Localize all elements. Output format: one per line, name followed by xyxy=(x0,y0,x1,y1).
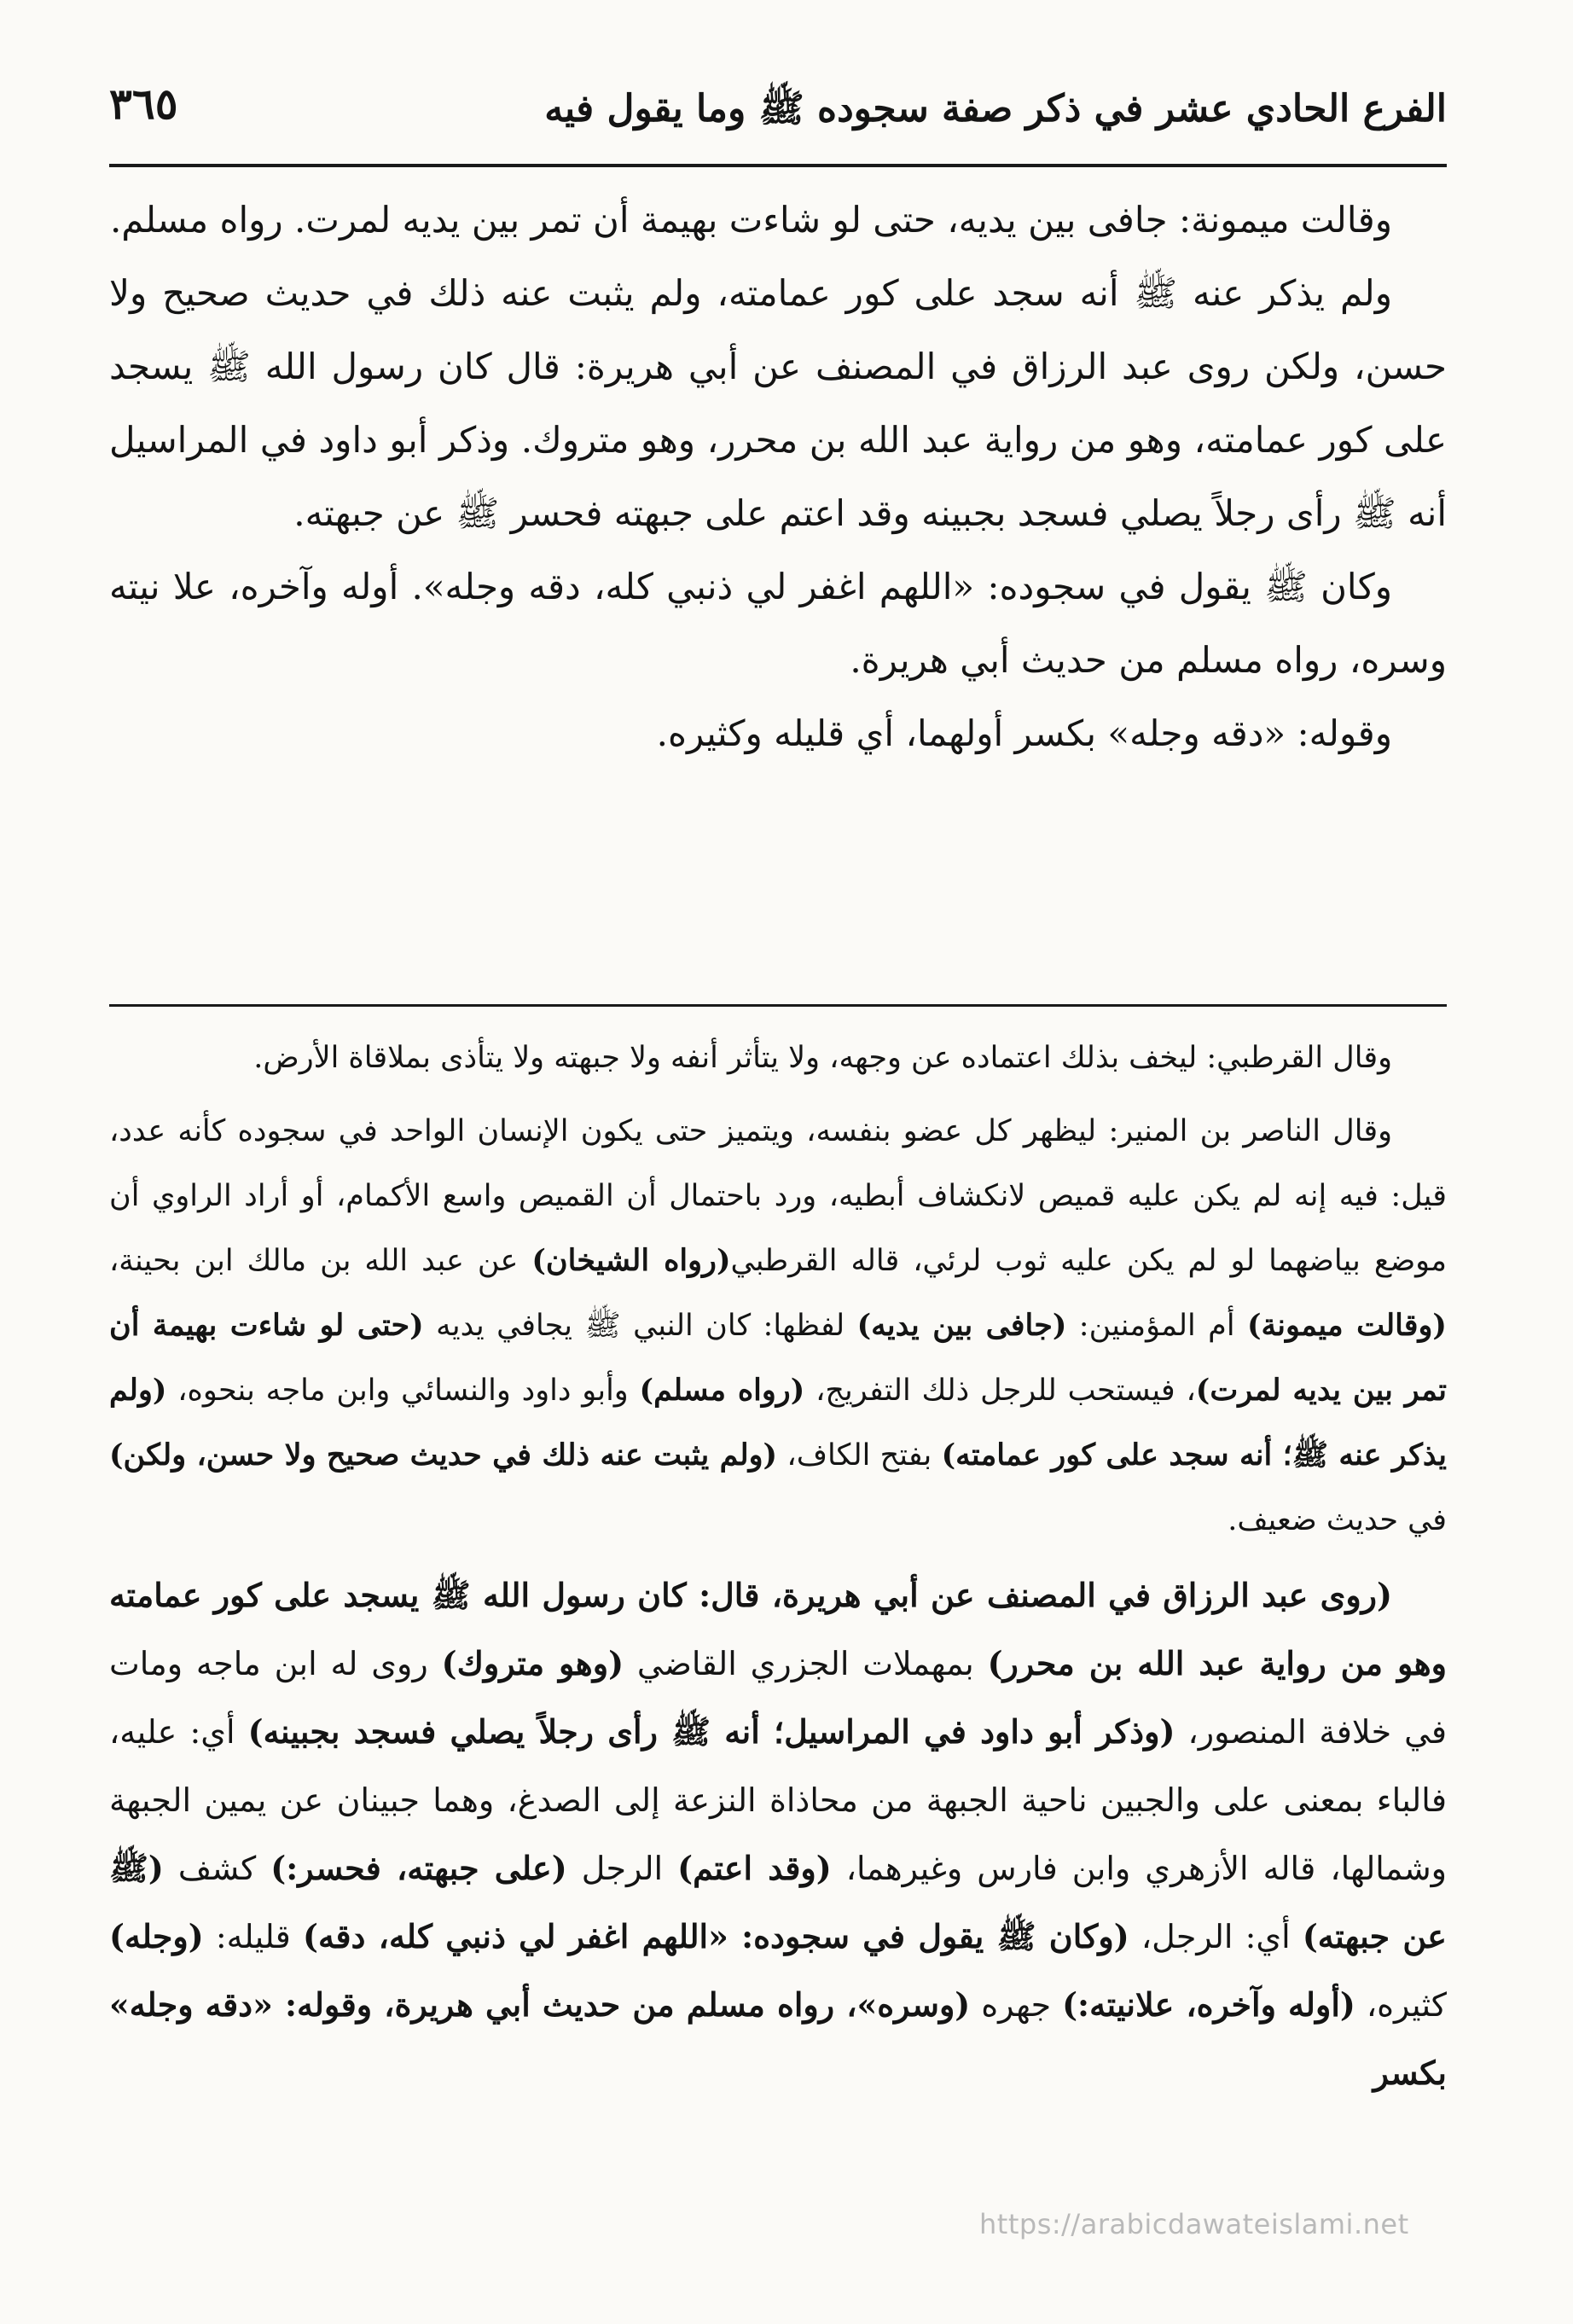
main-text xyxy=(109,183,1447,770)
quoted-matn-segment: (وجله) xyxy=(109,1917,204,1955)
commentary-divider xyxy=(109,1004,1447,1007)
quoted-matn-segment: (وهو متروك) xyxy=(441,1644,624,1682)
commentary-segment: الرجل xyxy=(566,1850,678,1887)
commentary-segment: أم المؤمنين: xyxy=(1066,1309,1247,1343)
commentary-segment: لفظها: كان النبي ﷺ يجافي يديه xyxy=(423,1309,857,1343)
page-header xyxy=(109,77,1447,158)
commentary-segment: في حديث ضعيف. xyxy=(1228,1503,1447,1537)
quoted-matn-segment: (حتى لو شاءت بهيمة أن تمر بين يديه لمرت) xyxy=(109,1308,1448,1408)
commentary-segment: كشف xyxy=(163,1850,271,1887)
commentary-segment: بمهملات الجزري القاضي xyxy=(624,1645,988,1682)
commentary xyxy=(109,1025,1447,2107)
commentary-paragraph xyxy=(109,1561,1447,2107)
quoted-matn-segment: (ولم يثبت عنه ذلك في حديث صحيح ولا حسن، ولكن) xyxy=(109,1438,778,1473)
quoted-matn-segment: (رواه الشيخان) xyxy=(531,1243,731,1278)
quoted-matn-segment: (وذكر أبو داود في المراسيل؛ أنه ﷺ رأى رجلاً يصلي فسجد بجبينه) xyxy=(247,1712,1175,1751)
commentary-segment: قليله: xyxy=(203,1918,303,1955)
page-number: ٣٦٥ xyxy=(109,78,178,129)
quoted-matn-segment: (روى عبد الرزاق في المصنف عن أبي هريرة، قال: كان رسول الله ﷺ يسجد على كور عمامته وهو من رواية عبد الله بن محرر) xyxy=(109,1576,1447,1682)
commentary-segment: أي: عليه، فالباء بمعنى على والجبين ناحية الجبهة من محاذاة النزعة إلى الصدغ، وهما جبينان عن يمين الجبهة وشمالها، قاله الأزهري وابن فارس وغيرهما، xyxy=(109,1713,1448,1887)
commentary-segment: ، فيستحب للرجل ذلك التفريج، xyxy=(804,1374,1196,1408)
quoted-matn-segment: (جافى بين يديه) xyxy=(856,1308,1067,1343)
commentary-paragraph xyxy=(109,1099,1447,1553)
commentary-text: وقال الناصر بن المنير: ليظهر كل عضو بنفسه، ويتميز حتى يكون الإنسان الواحد في سجوده كأنه عدد، قيل: فيه إنه لم يكن عليه قميص لانكشاف أبطيه، ورد باحتمال أن القميص واسع الأكمام، أو أراد الراوي أن موضع بياضهما لو لم يكن عليه ثوب لرئي، قاله القرطبي xyxy=(109,1114,1448,1278)
quoted-matn-segment: (ﷺ عن جبهته) xyxy=(109,1849,1447,1955)
matn-paragraph: وقالت ميمونة: جافى بين يديه، حتى لو شاءت بهيمة أن تمر بين يديه لمرت. رواه مسلم. xyxy=(109,199,1392,241)
quoted-matn-segment: (أوله وآخره، علانيته:) xyxy=(1062,1985,1355,2024)
commentary-paragraph: وقال القرطبي: ليخف بذلك اعتماده عن وجهه، ولا يتأثر أنفه ولا جبهته ولا يتأذى بملاقاة الأرض. xyxy=(253,1041,1392,1075)
commentary-segment: وأبو داود والنسائي وابن ماجه بنحوه، xyxy=(166,1374,640,1408)
header-rule xyxy=(109,164,1447,167)
matn-paragraph: وقوله: «دقه وجله» بكسر أولهما، أي قليله وكثيره. xyxy=(656,712,1392,754)
commentary-segment: بفتح الكاف، xyxy=(777,1438,942,1473)
commentary-segment: أي: الرجل، xyxy=(1129,1918,1303,1955)
quoted-matn-segment: (وسره»، رواه مسلم من حديث أبي هريرة، وقوله: «دقه وجله» بكسر xyxy=(109,1985,1447,2092)
quoted-matn-segment: (على جبهته، فحسر:) xyxy=(270,1849,567,1887)
commentary-segment: جهره xyxy=(970,1986,1063,2024)
quoted-matn-segment: (وقد اعتم) xyxy=(677,1849,832,1887)
running-title: الفرع الحادي عشر في ذكر صفة سجوده ﷺ وما يقول فيه xyxy=(544,87,1447,131)
matn-paragraph: ولم يذكر عنه ﷺ أنه سجد على كور عمامته، ولم يثبت عنه ذلك في حديث صحيح ولا حسن، ولكن روى عبد الرزاق في المصنف عن أبي هريرة: قال كان رسول الله ﷺ يسجد على كور عمامته، وهو من رواية عبد الله بن محرر، وهو متروك. وذكر أبو داود في المراسيل أنه ﷺ رأى رجلاً يصلي فسجد بجبينه وقد اعتم على جبهته فحسر ﷺ عن جبهته. xyxy=(109,272,1447,534)
quoted-matn-segment: (وكان ﷺ يقول في سجوده: «اللهم اغفر لي ذنبي كله، دقه) xyxy=(302,1917,1129,1955)
commentary-segment: كثيره، xyxy=(1355,1986,1448,2024)
watermark-url: https://arabicdawateislami.net xyxy=(979,2208,1409,2240)
commentary-text-mixed xyxy=(109,1244,1447,1537)
commentary-segment: روى له ابن ماجه ومات في خلافة المنصور، xyxy=(109,1645,1447,1751)
quoted-matn-segment: (ولم يذكر عنه ﷺ؛ أنه سجد على كور عمامته) xyxy=(109,1373,1448,1473)
matn-paragraph: وكان ﷺ يقول في سجوده: «اللهم اغفر لي ذنبي كله، دقه وجله». أوله وآخره، علا نيته وسره، رواه مسلم من حديث أبي هريرة. xyxy=(109,566,1447,681)
quoted-matn-segment: (وقالت ميمونة) xyxy=(1246,1308,1447,1343)
book-page xyxy=(109,77,1447,2295)
commentary-segment: عن عبد الله بن مالك ابن بحينة، xyxy=(109,1244,532,1278)
quoted-matn-segment: (رواه مسلم) xyxy=(639,1373,805,1408)
